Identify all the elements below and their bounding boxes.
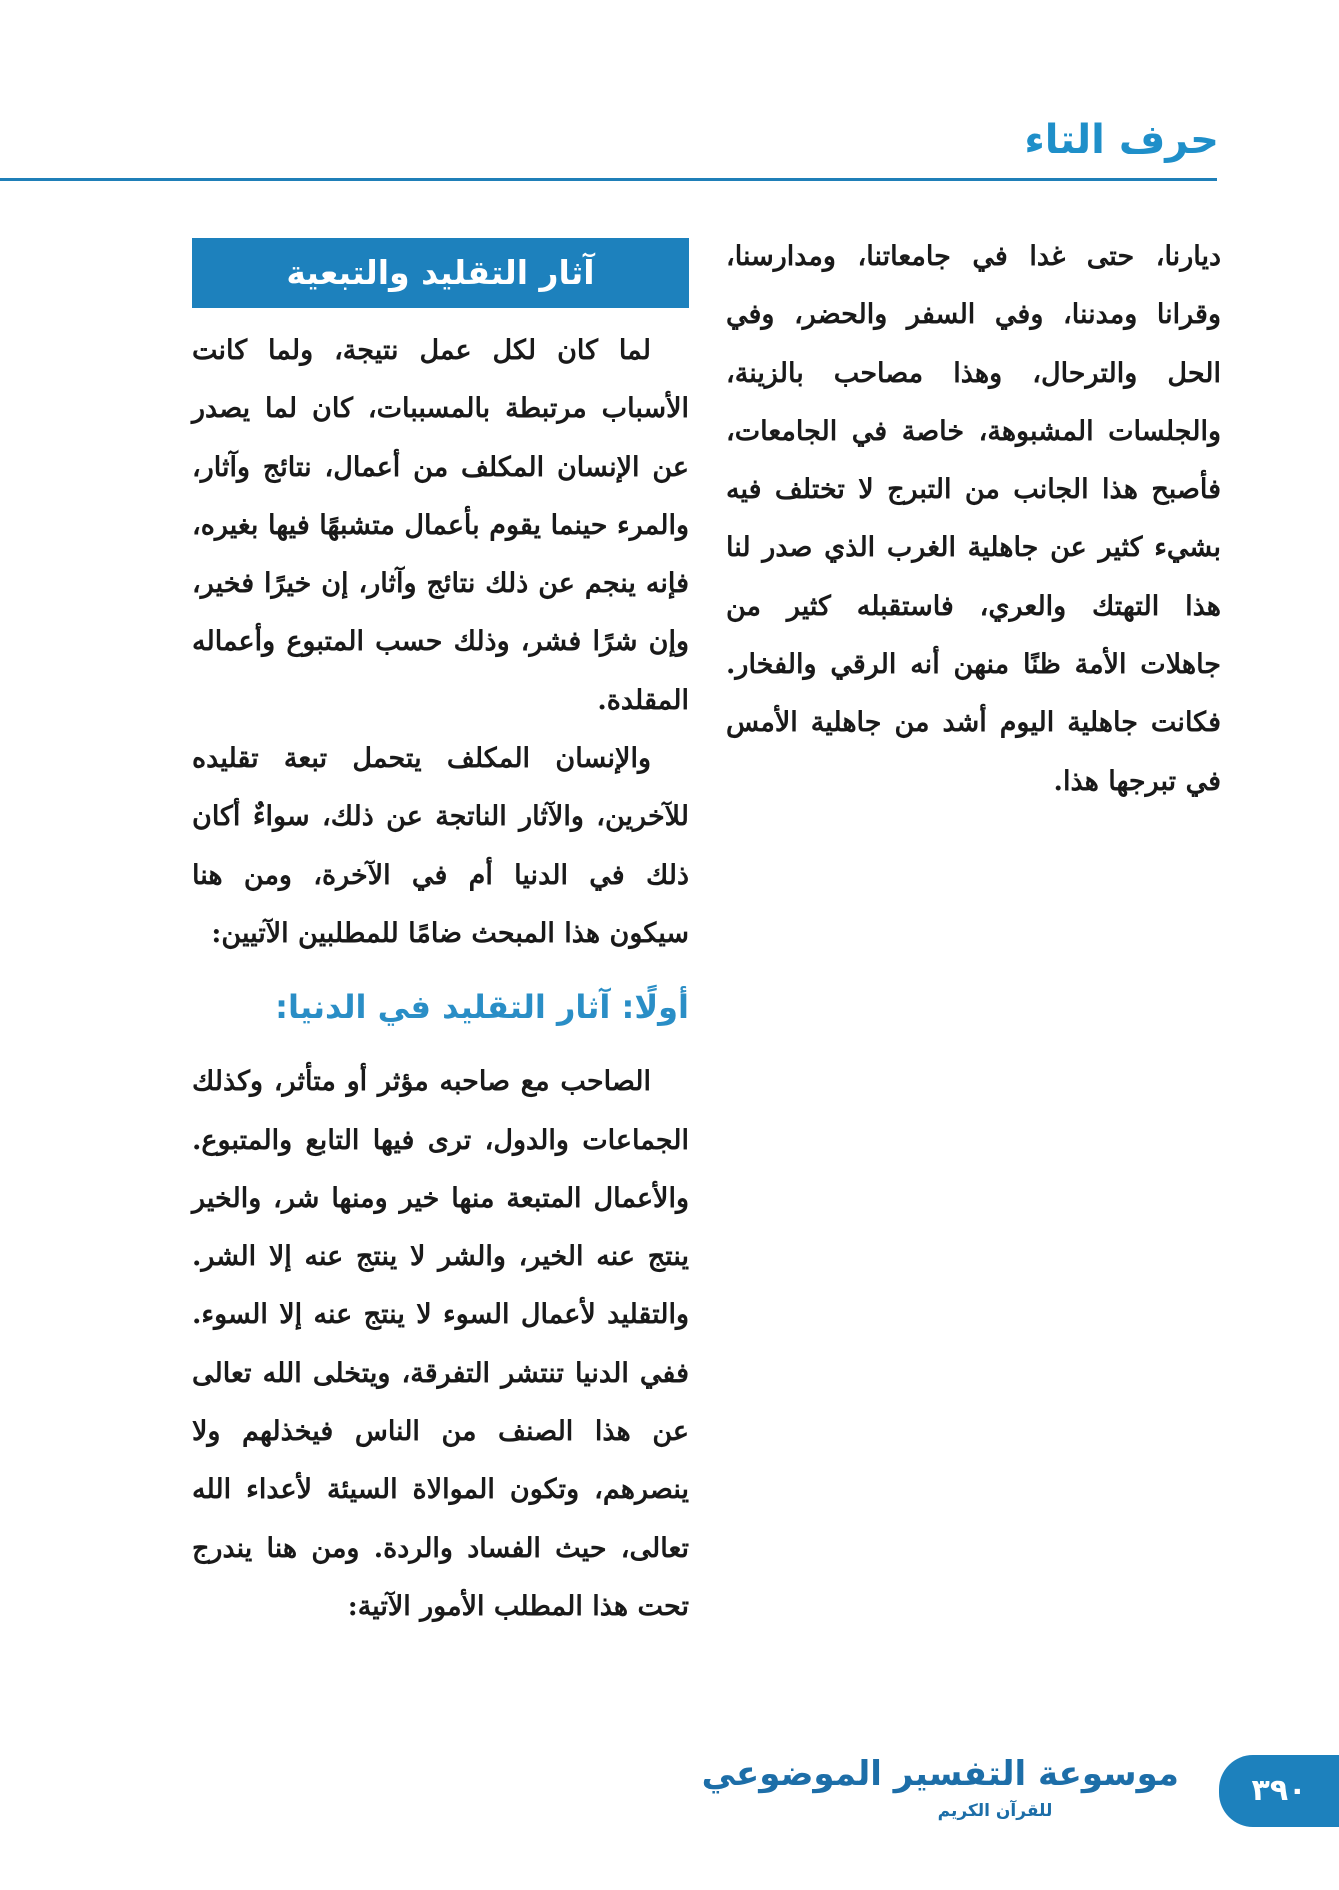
paragraph-responsibility: والإنسان المكلف يتحمل تبعة تقليده للآخرين، والآثار الناتجة عن ذلك، سواءٌ أكان ذلك في الدنيا أم في الآخرة، ومن هنا سيكون هذا المبحث ضامًا للمطلبين الآتيين:: [192, 743, 689, 949]
running-title: حرف التاء: [1024, 117, 1219, 163]
series-title: موسوعة التفسير الموضوعي: [701, 1754, 1179, 1794]
right-column: [726, 228, 1221, 811]
section-heading: آثار التقليد والتبعية: [192, 238, 689, 308]
page-number: ٣٩٠: [1251, 1773, 1307, 1808]
paragraph-companion-influence: الصاحب مع صاحبه مؤثر أو متأثر، وكذلك الجماعات والدول، ترى فيها التابع والمتبوع. والأعمال المتبعة منها خير ومنها شر، والخير ينتج عنه الخير، والشر لا ينتج عنه إلا الشر. والتقليد لأعمال السوء لا ينتج عنه إلا السوء. ففي الدنيا تنتشر التفرقة، ويتخلى الله تعالى عن هذا الصنف من الناس فيخذلهم ولا ينصرهم، وتكون الموالاة السيئة لأعداء الله تعالى، حيث الفساد والردة. ومن هنا يندرج تحت هذا المطلب الأمور الآتية:: [192, 1066, 689, 1622]
subheading-worldly-effects: أولًا: آثار التقليد في الدنيا:: [275, 988, 689, 1027]
left-column: [192, 230, 689, 1636]
header-rule: [0, 178, 1217, 181]
series-subtitle: للقرآن الكريم: [937, 1801, 1053, 1821]
page-number-badge: [1219, 1755, 1339, 1827]
right-column-paragraph: ديارنا، حتى غدا في جامعاتنا، ومدارسنا، وقرانا ومدننا، وفي السفر والحضر، وفي الحل والترحال، وهذا مصاحب بالزينة، والجلسات المشبوهة، خاصة في الجامعات، فأصبح هذا الجانب من التبرج لا تختلف فيه بشيء كثير عن جاهلية الغرب الذي صدر لنا هذا التهتك والعري، فاستقبله كثير من جاهلات الأمة ظنًا منهن أنه الرقي والفخار. فكانت جاهلية اليوم أشد من جاهلية الأمس في تبرجها هذا.: [726, 241, 1221, 797]
paragraph-results-and-effects: لما كان لكل عمل نتيجة، ولما كانت الأسباب مرتبطة بالمسببات، كان لما يصدر عن الإنسان المكلف من أعمال، نتائج وآثار، والمرء حينما يقوم بأعمال متشبهًا فيها بغيره، فإنه ينجم عن ذلك نتائج وآثار، إن خيرًا فخير، وإن شرًا فشر، وذلك حسب المتبوع وأعماله المقلدة.: [192, 335, 689, 716]
series-logo: [701, 1748, 1179, 1843]
